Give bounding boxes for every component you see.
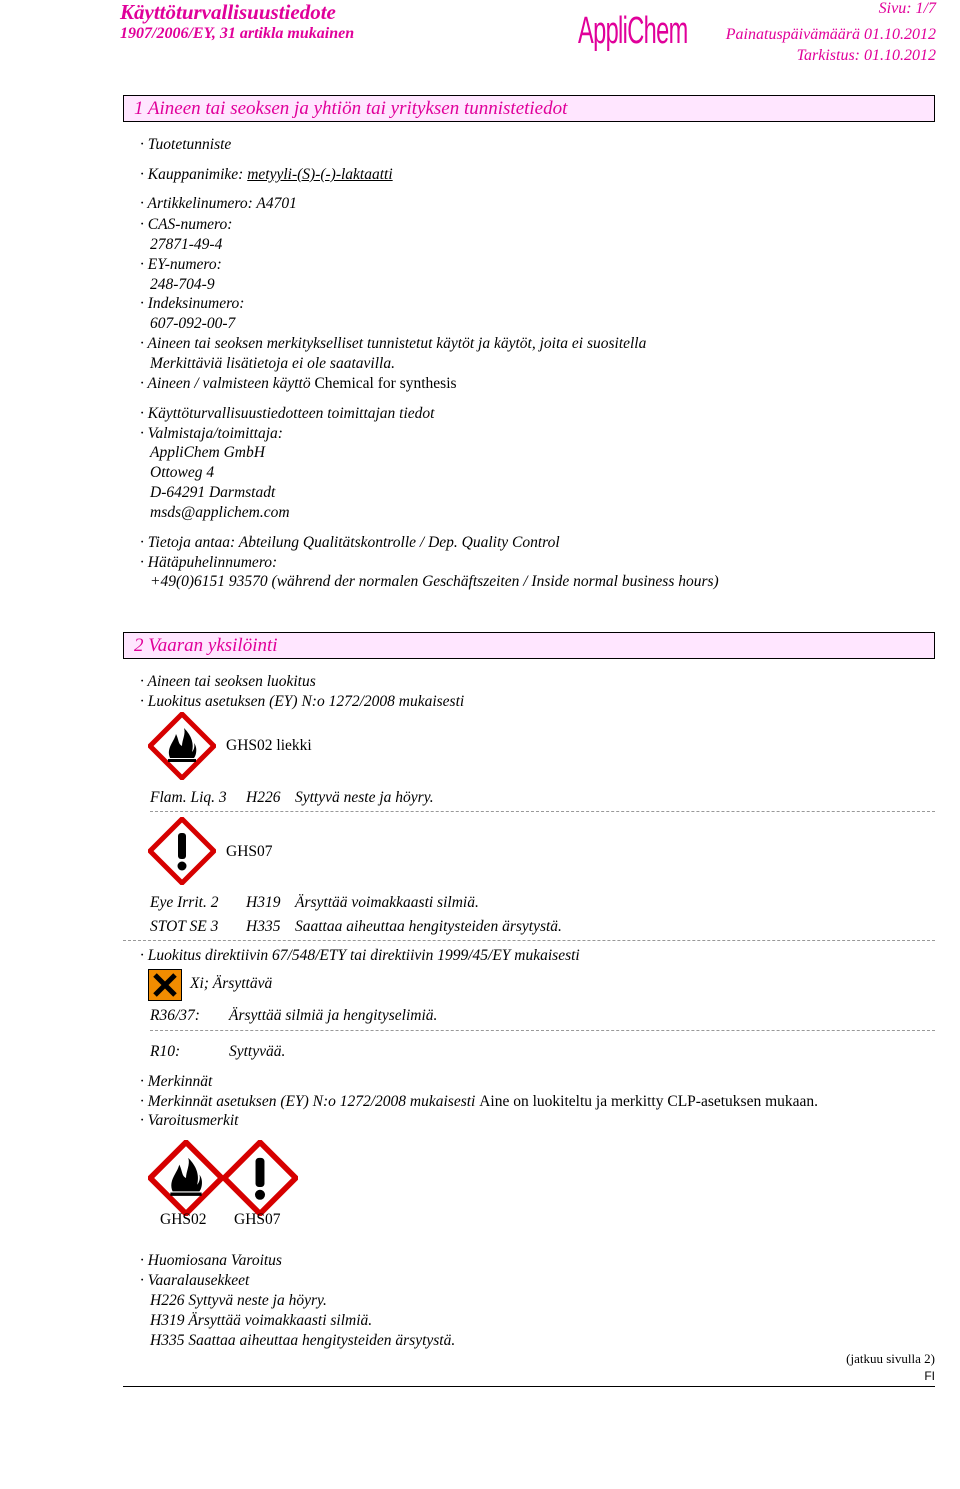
pictograms-label: · Varoitusmerkit	[140, 1112, 239, 1129]
r36-text: Ärsyttää silmiä ja hengityselimiä.	[229, 1007, 438, 1024]
ghs07-caption: GHS07	[226, 843, 273, 860]
section-2-title: 2 Vaaran yksilöinti	[134, 635, 278, 656]
picto2-caption: GHS07	[234, 1211, 281, 1228]
flam-h-text: Syttyvä neste ja höyry.	[295, 789, 434, 806]
labels-clp-line: · Merkinnät asetuksen (EY) N:o 1272/2008 mukaisesti Aine on luokiteltu ja merkitty CLP-asetuksen mukaan.	[140, 1093, 819, 1110]
index-label: · Indeksinumero:	[140, 295, 245, 312]
company-email[interactable]: msds@applichem.com	[150, 504, 290, 521]
continued-note: (jatkuu sivulla 2)	[846, 1351, 935, 1366]
ec-value: 248-704-9	[150, 276, 215, 293]
hazard-statement-3: H335 Saattaa aiheuttaa hengitysteiden ärsytystä.	[150, 1332, 456, 1349]
product-identifier-label: · Tuotetunniste	[140, 136, 232, 153]
ghs07-exclamation-icon	[148, 817, 216, 885]
company-city: D-64291 Darmstadt	[150, 484, 276, 501]
r36-code: R36/37:	[150, 1007, 200, 1024]
flam-h-code: H226	[246, 789, 281, 806]
r10-text: Syttyvää.	[229, 1043, 286, 1060]
flam-class: Flam. Liq. 3	[150, 789, 227, 806]
ghs02-flame-icon	[148, 712, 216, 780]
revision-date: Tarkistus: 01.10.2012	[796, 47, 936, 64]
supplier-label: · Käyttöturvallisuustiedotteen toimittajan tiedot	[140, 405, 435, 422]
print-date: Painatuspäivämäärä 01.10.2012	[725, 26, 936, 43]
company-street: Ottoweg 4	[150, 464, 215, 481]
ec-label: · EY-numero:	[140, 256, 222, 273]
eye-class: Eye Irrit. 2	[150, 894, 219, 911]
clp-classification-label: · Luokitus asetuksen (EY) N:o 1272/2008 mukaisesti	[140, 693, 465, 710]
stot-class: STOT SE 3	[150, 918, 219, 935]
cas-value: 27871-49-4	[150, 236, 223, 253]
document-subtitle: 1907/2006/EY, 31 artikla mukainen	[120, 25, 355, 42]
hazard-statement-2: H319 Ärsyttää voimakkaasti silmiä.	[150, 1312, 373, 1329]
company-logo: AppliChem	[578, 10, 688, 52]
label-ghs02-flame-icon	[148, 1140, 224, 1216]
divider	[150, 811, 935, 812]
labels-label: · Merkinnät	[140, 1073, 213, 1090]
page-number: Sivu: 1/7	[878, 0, 936, 17]
use-line: · Aineen / valmisteen käyttö Chemical for synthesis	[140, 375, 457, 392]
stot-h-code: H335	[246, 918, 281, 935]
cas-label: · CAS-numero:	[140, 216, 233, 233]
signal-word-line: · Huomiosana Varoitus	[140, 1252, 282, 1269]
hazard-statement-1: H226 Syttyvä neste ja höyry.	[150, 1292, 327, 1309]
divider	[150, 1030, 935, 1031]
emergency-value: +49(0)6151 93570 (während der normalen Geschäftszeiten / Inside normal business hours)	[150, 573, 719, 590]
document-title: Käyttöturvallisuustiedote	[120, 0, 336, 24]
eye-h-code: H319	[246, 894, 281, 911]
xi-irritant-icon	[148, 969, 182, 1001]
dsd-classification-label: · Luokitus direktiivin 67/548/ETY tai direktiivin 1999/45/EY mukaisesti	[140, 947, 580, 964]
trade-name: · Kauppanimike: metyyli-(S)-(-)-laktaatti	[140, 166, 393, 183]
hazard-statements-label: · Vaaralausekkeet	[140, 1272, 250, 1289]
eye-h-text: Ärsyttää voimakkaasti silmiä.	[295, 894, 479, 911]
emergency-label: · Hätäpuhelinnumero:	[140, 554, 278, 571]
language-code: FI	[924, 1369, 935, 1383]
divider	[123, 940, 935, 941]
uses-label: · Aineen tai seoksen merkitykselliset tunnistetut käytöt ja käytöt, joita ei suositella	[140, 335, 647, 352]
uses-value: Merkittäviä lisätietoja ei ole saatavilla.	[150, 355, 395, 372]
ghs02-caption: GHS02 liekki	[226, 737, 312, 754]
classification-label: · Aineen tai seoksen luokitus	[140, 673, 316, 690]
info-line: · Tietoja antaa: Abteilung Qualitätskontrolle / Dep. Quality Control	[140, 534, 560, 551]
section-1-title: 1 Aineen tai seoksen ja yhtiön tai yrityksen tunnistetiedot	[134, 98, 568, 119]
picto1-caption: GHS02	[160, 1211, 207, 1228]
xi-caption: Xi; Ärsyttävä	[190, 975, 273, 992]
section-1-header	[123, 95, 935, 122]
r10-code: R10:	[150, 1043, 181, 1060]
label-ghs07-exclamation-icon	[222, 1140, 298, 1216]
footer-rule	[123, 1386, 935, 1387]
index-value: 607-092-00-7	[150, 315, 236, 332]
section-2-header	[123, 632, 935, 659]
manufacturer-label: · Valmistaja/toimittaja:	[140, 425, 283, 442]
stot-h-text: Saattaa aiheuttaa hengitysteiden ärsytystä.	[295, 918, 562, 935]
article-number: · Artikkelinumero: A4701	[140, 195, 297, 212]
company-name: AppliChem GmbH	[150, 444, 265, 461]
